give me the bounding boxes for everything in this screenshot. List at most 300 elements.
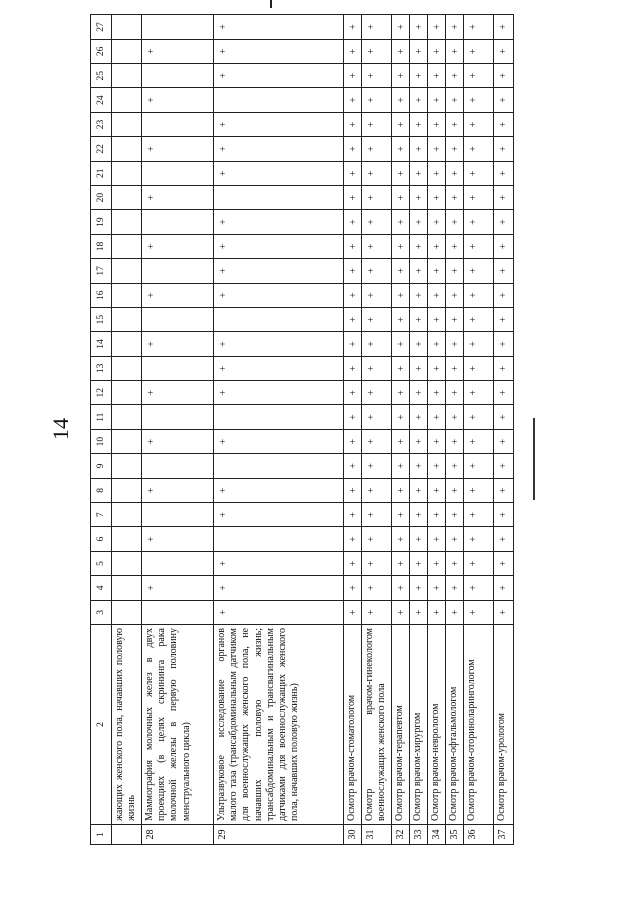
plus-mark-cell: + [464, 88, 494, 112]
plus-mark-cell: + [392, 454, 410, 478]
plus-mark-cell: + [142, 527, 214, 551]
plus-mark-cell: + [446, 551, 464, 575]
table-row [214, 15, 344, 845]
table-row [362, 15, 392, 845]
plus-mark-cell: + [494, 161, 514, 185]
table-row [142, 15, 214, 845]
plus-mark-cell: + [214, 283, 344, 307]
plus-mark-cell: + [464, 454, 494, 478]
plus-mark-cell: + [410, 356, 428, 380]
plus-mark-cell: + [446, 88, 464, 112]
plus-mark-cell: + [362, 15, 392, 39]
plus-mark-cell: + [410, 283, 428, 307]
plus-mark-cell: + [446, 39, 464, 63]
table-row [112, 15, 142, 845]
plus-mark-cell [142, 551, 214, 575]
plus-mark-cell: + [464, 161, 494, 185]
column-header: 15 [91, 307, 112, 331]
plus-mark-cell: + [494, 381, 514, 405]
plus-mark-cell: + [446, 161, 464, 185]
plus-mark-cell [112, 600, 142, 624]
plus-mark-cell: + [464, 259, 494, 283]
examination-name: Осмотр врачом-неврологом [428, 625, 446, 825]
plus-mark-cell: + [464, 527, 494, 551]
plus-mark-cell: + [428, 210, 446, 234]
plus-mark-cell: + [362, 478, 392, 502]
plus-mark-cell: + [428, 283, 446, 307]
plus-mark-cell: + [464, 234, 494, 258]
plus-mark-cell: + [392, 64, 410, 88]
plus-mark-cell: + [410, 210, 428, 234]
column-header: 9 [91, 454, 112, 478]
column-header: 20 [91, 185, 112, 209]
plus-mark-cell [214, 454, 344, 478]
plus-mark-cell: + [446, 137, 464, 161]
plus-mark-cell: + [392, 429, 410, 453]
plus-mark-cell: + [362, 454, 392, 478]
plus-mark-cell: + [494, 88, 514, 112]
plus-mark-cell [112, 161, 142, 185]
plus-mark-cell [112, 307, 142, 331]
plus-mark-cell [142, 259, 214, 283]
column-header: 16 [91, 283, 112, 307]
plus-mark-cell: + [428, 527, 446, 551]
column-header: 26 [91, 39, 112, 63]
plus-mark-cell: + [362, 137, 392, 161]
plus-mark-cell: + [142, 39, 214, 63]
column-header: 25 [91, 64, 112, 88]
plus-mark-cell: + [214, 39, 344, 63]
plus-mark-cell: + [446, 210, 464, 234]
plus-mark-cell: + [344, 210, 362, 234]
plus-mark-cell: + [344, 503, 362, 527]
plus-mark-cell: + [410, 551, 428, 575]
plus-mark-cell: + [494, 185, 514, 209]
plus-mark-cell: + [362, 112, 392, 136]
plus-mark-cell: + [344, 185, 362, 209]
plus-mark-cell: + [362, 429, 392, 453]
plus-mark-cell: + [410, 381, 428, 405]
plus-mark-cell: + [446, 307, 464, 331]
plus-mark-cell: + [464, 307, 494, 331]
plus-mark-cell: + [392, 137, 410, 161]
plus-mark-cell: + [410, 332, 428, 356]
column-header: 1 [91, 825, 112, 845]
table-row [392, 15, 410, 845]
plus-mark-cell: + [344, 15, 362, 39]
plus-mark-cell: + [494, 259, 514, 283]
plus-mark-cell: + [446, 259, 464, 283]
column-header: 23 [91, 112, 112, 136]
plus-mark-cell: + [428, 39, 446, 63]
table-body [112, 15, 514, 845]
column-header: 21 [91, 161, 112, 185]
plus-mark-cell: + [214, 429, 344, 453]
plus-mark-cell: + [428, 15, 446, 39]
plus-mark-cell: + [344, 307, 362, 331]
plus-mark-cell: + [392, 527, 410, 551]
plus-mark-cell: + [428, 185, 446, 209]
rotated-table-container [90, 15, 510, 845]
plus-mark-cell: + [464, 15, 494, 39]
plus-mark-cell [112, 234, 142, 258]
plus-mark-cell: + [464, 600, 494, 624]
plus-mark-cell: + [410, 161, 428, 185]
plus-mark-cell: + [410, 527, 428, 551]
plus-mark-cell: + [362, 39, 392, 63]
row-number: 34 [428, 825, 446, 845]
plus-mark-cell: + [362, 527, 392, 551]
plus-mark-cell: + [392, 576, 410, 600]
plus-mark-cell: + [410, 39, 428, 63]
plus-mark-cell: + [362, 356, 392, 380]
plus-mark-cell: + [446, 234, 464, 258]
examination-name: Осмотр врачом-хирургом [410, 625, 428, 825]
plus-mark-cell: + [464, 356, 494, 380]
plus-mark-cell [112, 405, 142, 429]
plus-mark-cell: + [214, 356, 344, 380]
plus-mark-cell: + [392, 307, 410, 331]
plus-mark-cell: + [362, 210, 392, 234]
plus-mark-cell: + [494, 527, 514, 551]
plus-mark-cell [112, 137, 142, 161]
column-header: 6 [91, 527, 112, 551]
plus-mark-cell: + [446, 478, 464, 502]
plus-mark-cell: + [362, 576, 392, 600]
table-row [410, 15, 428, 845]
plus-mark-cell [142, 503, 214, 527]
row-number: 30 [344, 825, 362, 845]
examination-name: Ультразвуковое исследование органов малого таза (трансабдоминальным датчиком для военнослужащих женского пола, не начавших половую жизнь; трансабдоминальным и трансвагинальным датчиками для военнослужащих женского пола, начавших половую жизнь) [214, 625, 344, 825]
plus-mark-cell: + [392, 405, 410, 429]
plus-mark-cell: + [392, 15, 410, 39]
plus-mark-cell: + [410, 88, 428, 112]
plus-mark-cell [112, 429, 142, 453]
plus-mark-cell: + [494, 600, 514, 624]
row-number: 36 [464, 825, 494, 845]
plus-mark-cell: + [494, 307, 514, 331]
plus-mark-cell: + [142, 185, 214, 209]
plus-mark-cell: + [214, 600, 344, 624]
plus-mark-cell: + [142, 478, 214, 502]
row-number [112, 825, 142, 845]
plus-mark-cell: + [142, 576, 214, 600]
plus-mark-cell: + [362, 307, 392, 331]
plus-mark-cell: + [344, 454, 362, 478]
plus-mark-cell: + [214, 64, 344, 88]
plus-mark-cell: + [142, 234, 214, 258]
examination-name: Осмотр врачом-офтальмологом [446, 625, 464, 825]
plus-mark-cell: + [410, 137, 428, 161]
plus-mark-cell: + [494, 15, 514, 39]
plus-mark-cell: + [344, 429, 362, 453]
examination-name: Осмотр врачом-оториноларингологом [464, 625, 494, 825]
plus-mark-cell: + [446, 112, 464, 136]
plus-mark-cell: + [428, 259, 446, 283]
examination-name: Осмотр врачом-гинекологом военнослужащих женского пола [362, 625, 392, 825]
examination-table [90, 14, 514, 845]
row-number: 29 [214, 825, 344, 845]
plus-mark-cell: + [362, 332, 392, 356]
plus-mark-cell: + [446, 429, 464, 453]
plus-mark-cell: + [464, 64, 494, 88]
table-row [344, 15, 362, 845]
plus-mark-cell [112, 39, 142, 63]
column-header: 27 [91, 15, 112, 39]
column-header: 22 [91, 137, 112, 161]
plus-mark-cell: + [428, 429, 446, 453]
plus-mark-cell: + [428, 112, 446, 136]
plus-mark-cell: + [362, 64, 392, 88]
plus-mark-cell: + [362, 161, 392, 185]
plus-mark-cell: + [494, 64, 514, 88]
plus-mark-cell: + [214, 576, 344, 600]
column-header: 5 [91, 551, 112, 575]
plus-mark-cell: + [362, 259, 392, 283]
plus-mark-cell: + [344, 527, 362, 551]
plus-mark-cell: + [428, 356, 446, 380]
plus-mark-cell: + [464, 185, 494, 209]
plus-mark-cell: + [344, 551, 362, 575]
table-row [464, 15, 494, 845]
row-number: 31 [362, 825, 392, 845]
plus-mark-cell: + [142, 429, 214, 453]
plus-mark-cell: + [392, 185, 410, 209]
plus-mark-cell [112, 112, 142, 136]
column-header: 10 [91, 429, 112, 453]
plus-mark-cell: + [344, 478, 362, 502]
plus-mark-cell [112, 576, 142, 600]
plus-mark-cell [142, 161, 214, 185]
plus-mark-cell: + [464, 405, 494, 429]
plus-mark-cell [112, 15, 142, 39]
plus-mark-cell [112, 381, 142, 405]
plus-mark-cell: + [392, 161, 410, 185]
plus-mark-cell: + [392, 88, 410, 112]
column-header: 7 [91, 503, 112, 527]
plus-mark-cell: + [446, 356, 464, 380]
plus-mark-cell: + [410, 600, 428, 624]
plus-mark-cell: + [464, 332, 494, 356]
plus-mark-cell [214, 185, 344, 209]
plus-mark-cell: + [446, 454, 464, 478]
plus-mark-cell: + [214, 478, 344, 502]
column-header: 8 [91, 478, 112, 502]
plus-mark-cell: + [214, 332, 344, 356]
row-number: 35 [446, 825, 464, 845]
plus-mark-cell: + [446, 600, 464, 624]
plus-mark-cell: + [344, 576, 362, 600]
plus-mark-cell [142, 356, 214, 380]
plus-mark-cell [142, 112, 214, 136]
plus-mark-cell: + [428, 576, 446, 600]
plus-mark-cell: + [410, 405, 428, 429]
plus-mark-cell: + [410, 15, 428, 39]
plus-mark-cell: + [344, 600, 362, 624]
plus-mark-cell [214, 527, 344, 551]
plus-mark-cell: + [428, 161, 446, 185]
plus-mark-cell: + [362, 551, 392, 575]
plus-mark-cell: + [214, 551, 344, 575]
plus-mark-cell: + [494, 137, 514, 161]
plus-mark-cell [112, 88, 142, 112]
plus-mark-cell [112, 332, 142, 356]
plus-mark-cell: + [344, 356, 362, 380]
plus-mark-cell [142, 600, 214, 624]
plus-mark-cell: + [410, 307, 428, 331]
plus-mark-cell: + [410, 64, 428, 88]
table-row [494, 15, 514, 845]
plus-mark-cell: + [494, 332, 514, 356]
plus-mark-cell: + [392, 478, 410, 502]
plus-mark-cell: + [446, 64, 464, 88]
plus-mark-cell: + [214, 161, 344, 185]
plus-mark-cell: + [214, 234, 344, 258]
row-number: 37 [494, 825, 514, 845]
plus-mark-cell: + [392, 210, 410, 234]
plus-mark-cell: + [428, 332, 446, 356]
plus-mark-cell: + [142, 137, 214, 161]
column-header: 2 [91, 625, 112, 825]
plus-mark-cell: + [446, 283, 464, 307]
plus-mark-cell [112, 259, 142, 283]
plus-mark-cell: + [464, 576, 494, 600]
plus-mark-cell: + [428, 381, 446, 405]
plus-mark-cell: + [362, 503, 392, 527]
plus-mark-cell: + [344, 332, 362, 356]
plus-mark-cell: + [344, 137, 362, 161]
examination-name: Осмотр врачом-терапевтом [392, 625, 410, 825]
plus-mark-cell: + [142, 332, 214, 356]
plus-mark-cell [112, 454, 142, 478]
row-number: 32 [392, 825, 410, 845]
plus-mark-cell: + [446, 527, 464, 551]
plus-mark-cell: + [344, 64, 362, 88]
plus-mark-cell: + [446, 503, 464, 527]
plus-mark-cell: + [214, 259, 344, 283]
plus-mark-cell: + [494, 405, 514, 429]
plus-mark-cell [112, 185, 142, 209]
plus-mark-cell: + [464, 112, 494, 136]
plus-mark-cell: + [362, 234, 392, 258]
plus-mark-cell: + [494, 429, 514, 453]
plus-mark-cell: + [494, 478, 514, 502]
plus-mark-cell: + [428, 600, 446, 624]
plus-mark-cell: + [410, 112, 428, 136]
plus-mark-cell: + [464, 39, 494, 63]
top-edge-mark [270, 0, 272, 8]
plus-mark-cell: + [362, 381, 392, 405]
plus-mark-cell: + [464, 551, 494, 575]
plus-mark-cell: + [410, 234, 428, 258]
plus-mark-cell [112, 551, 142, 575]
plus-mark-cell: + [428, 478, 446, 502]
plus-mark-cell: + [362, 185, 392, 209]
plus-mark-cell: + [392, 503, 410, 527]
plus-mark-cell: + [410, 576, 428, 600]
plus-mark-cell: + [428, 503, 446, 527]
column-header: 18 [91, 234, 112, 258]
plus-mark-cell: + [214, 137, 344, 161]
plus-mark-cell [214, 88, 344, 112]
table-row [446, 15, 464, 845]
plus-mark-cell: + [142, 381, 214, 405]
plus-mark-cell: + [428, 88, 446, 112]
plus-mark-cell: + [494, 112, 514, 136]
column-header: 3 [91, 600, 112, 624]
plus-mark-cell: + [464, 478, 494, 502]
plus-mark-cell: + [392, 283, 410, 307]
examination-name: Осмотр врачом-стоматологом [344, 625, 362, 825]
plus-mark-cell: + [494, 39, 514, 63]
plus-mark-cell: + [392, 551, 410, 575]
plus-mark-cell: + [344, 39, 362, 63]
plus-mark-cell: + [428, 234, 446, 258]
row-number: 28 [142, 825, 214, 845]
plus-mark-cell: + [428, 454, 446, 478]
plus-mark-cell: + [464, 381, 494, 405]
plus-mark-cell: + [344, 381, 362, 405]
page-number: 14 [48, 418, 73, 440]
plus-mark-cell [112, 503, 142, 527]
plus-mark-cell: + [494, 454, 514, 478]
plus-mark-cell [142, 454, 214, 478]
plus-mark-cell: + [214, 210, 344, 234]
plus-mark-cell: + [344, 112, 362, 136]
table-row [428, 15, 446, 845]
column-header: 13 [91, 356, 112, 380]
plus-mark-cell: + [392, 39, 410, 63]
examination-name: жающих женского пола, начавших половую жизнь [112, 625, 142, 825]
plus-mark-cell: + [428, 64, 446, 88]
plus-mark-cell: + [446, 576, 464, 600]
plus-mark-cell: + [392, 234, 410, 258]
plus-mark-cell: + [214, 381, 344, 405]
plus-mark-cell: + [446, 185, 464, 209]
plus-mark-cell: + [494, 551, 514, 575]
plus-mark-cell: + [464, 429, 494, 453]
plus-mark-cell [214, 405, 344, 429]
plus-mark-cell: + [428, 551, 446, 575]
plus-mark-cell: + [410, 259, 428, 283]
plus-mark-cell: + [446, 332, 464, 356]
plus-mark-cell: + [410, 454, 428, 478]
column-header: 19 [91, 210, 112, 234]
plus-mark-cell: + [362, 405, 392, 429]
plus-mark-cell [112, 527, 142, 551]
plus-mark-cell: + [362, 88, 392, 112]
plus-mark-cell [112, 210, 142, 234]
plus-mark-cell [112, 283, 142, 307]
plus-mark-cell: + [464, 503, 494, 527]
plus-mark-cell [142, 405, 214, 429]
plus-mark-cell: + [392, 356, 410, 380]
column-header: 14 [91, 332, 112, 356]
plus-mark-cell [142, 307, 214, 331]
plus-mark-cell: + [344, 161, 362, 185]
plus-mark-cell: + [392, 112, 410, 136]
plus-mark-cell: + [392, 259, 410, 283]
plus-mark-cell: + [214, 503, 344, 527]
plus-mark-cell: + [410, 185, 428, 209]
column-header: 24 [91, 88, 112, 112]
plus-mark-cell: + [392, 600, 410, 624]
plus-mark-cell: + [494, 283, 514, 307]
plus-mark-cell: + [344, 234, 362, 258]
plus-mark-cell: + [428, 137, 446, 161]
row-number: 33 [410, 825, 428, 845]
column-header: 12 [91, 381, 112, 405]
